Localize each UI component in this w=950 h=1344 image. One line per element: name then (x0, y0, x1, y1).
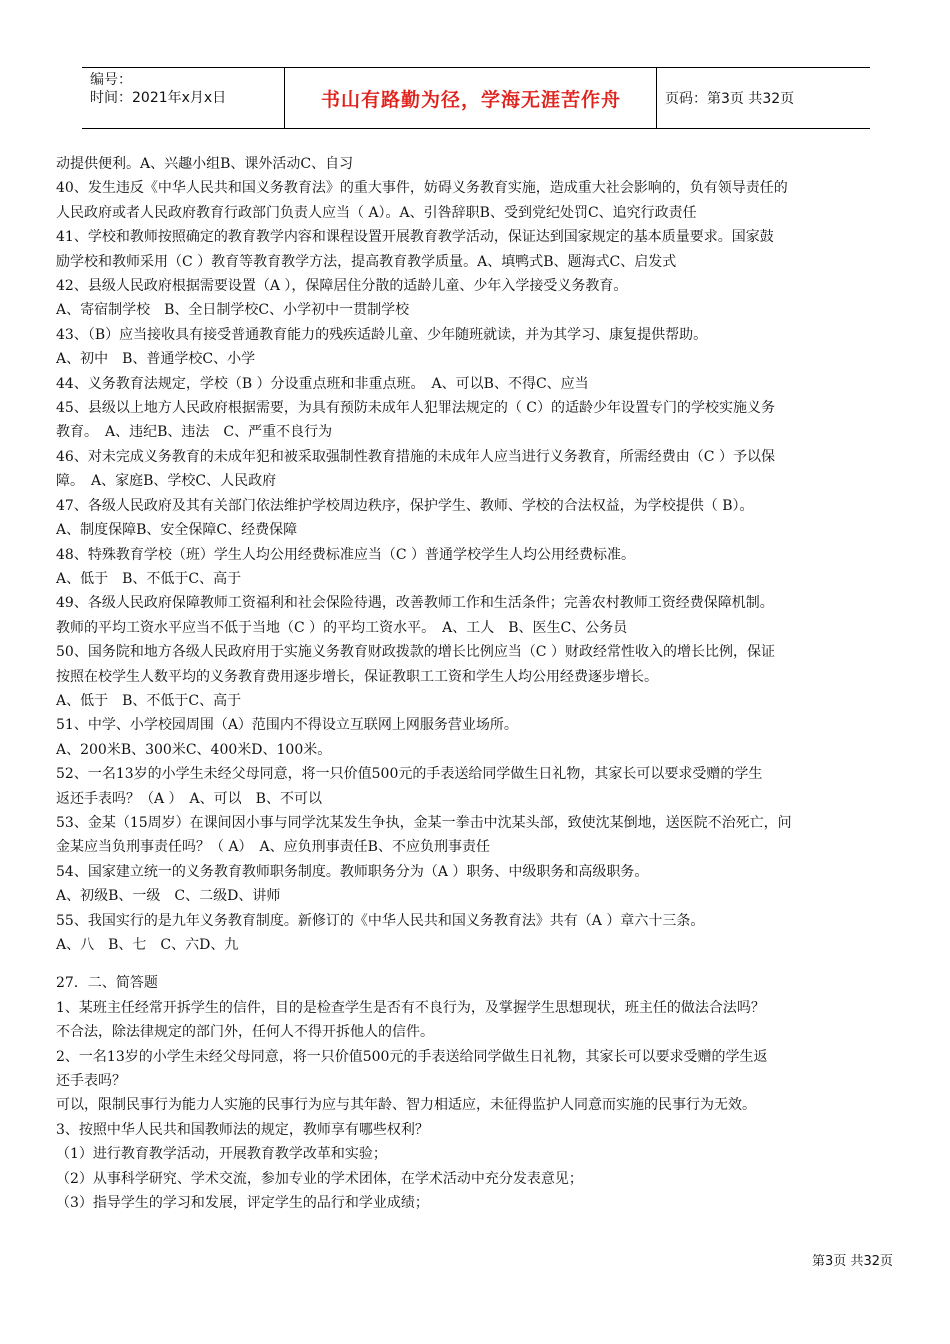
text-line: 48、特殊教育学校（班）学生人均公用经费标准应当（C ）普通学校学生人均公用经费标准。 (56, 546, 635, 563)
text-line: 49、各级人民政府保障教师工资福利和社会保险待遇，改善教师工作和生活条件；完善农村教师工资经费保障机制。 (56, 595, 774, 612)
page-header (82, 67, 870, 129)
text-line: A、八 B、七 C、六D、九 (56, 937, 239, 953)
header-divider-right (656, 67, 657, 129)
text-line: 46、对未完成义务教育的未成年犯和被采取强制性教育措施的未成年人应当进行义务教育，所需经费由（C ）予以保 (56, 448, 775, 465)
text-line: 1、某班主任经常开拆学生的信件，目的是检查学生是否有不良行为，及掌握学生思想现状，班主任的做法合法吗？ (56, 999, 765, 1016)
text-line: 教师的平均工资水平应当不低于当地（C ）的平均工资水平。 A、工人 B、医生C、公务员 (56, 619, 628, 636)
question-list (56, 152, 896, 957)
text-line: 3、按照中华人民共和国教师法的规定，教师享有哪些权利？ (56, 1121, 429, 1138)
text-line: 2、一名13岁的小学生未经父母同意，将一只价值500元的手表送给同学做生日礼物，其家长可以要求受赠的学生返 (56, 1048, 768, 1065)
text-line: 47、各级人民政府及其有关部门依法维护学校周边秩序，保护学生、教师、学校的合法权益，为学校提供（ B）。 (56, 497, 754, 514)
text-line: 可以，限制民事行为能力人实施的民事行为应与其年龄、智力相适应，未征得监护人同意而实施的民事行为无效。 (56, 1097, 756, 1114)
text-line: 人民政府或者人民政府教育行政部门负责人应当（ A）。A、引咎辞职B、受到党纪处罚C、追究行政责任 (56, 204, 697, 221)
text-line: 44、义务教育法规定，学校（B ）分设重点班和非重点班。 A、可以B、不得C、应当 (56, 375, 589, 392)
text-line: 返还手表吗？（A ） A、可以 B、不可以 (56, 790, 322, 807)
text-line: 43、（B）应当接收具有接受普通教育能力的残疾适龄儿童、少年随班就读，并为其学习、康复提供帮助。 (56, 326, 708, 343)
text-line: 障。 A、家庭B、学校C、人民政府 (56, 473, 277, 490)
text-line: 动提供便利。A、兴趣小组B、课外活动C、自习 (56, 156, 354, 172)
text-line: 金某应当负刑事责任吗？（ A） A、应负刑事责任B、不应负刑事责任 (56, 839, 490, 856)
text-line: 55、我国实行的是九年义务教育制度。新修订的《中华人民共和国义务教育法》共有（A ）章六十三条。 (56, 912, 705, 929)
text-line: （3）指导学生的学习和发展，评定学生的品行和学业成绩； (56, 1195, 429, 1212)
text-line: 还手表吗？ (56, 1073, 126, 1090)
text-line: 52、一名13岁的小学生未经父母同意，将一只价值500元的手表送给同学做生日礼物，其家长可以要求受赠的学生 (56, 766, 763, 783)
text-line: A、200米B、300米C、400米D、100米。 (56, 741, 332, 758)
text-line: A、寄宿制学校 B、全日制学校C、小学初中一贯制学校 (56, 302, 410, 319)
text-line: 不合法，除法律规定的部门外，任何人不得开拆他人的信件。 (56, 1024, 434, 1041)
text-line: 教育。 A、违纪B、违法 C、严重不良行为 (56, 424, 333, 441)
text-line: 45、县级以上地方人民政府根据需要，为具有预防未成年人犯罪法规定的（ C）的适龄少年设置专门的学校实施义务 (56, 400, 775, 417)
text-line: 40、发生违反《中华人民共和国义务教育法》的重大事件，妨碍义务教育实施，造成重大社会影响的，负有领导责任的 (56, 180, 788, 197)
section-heading: 27．二、简答题 (56, 975, 158, 992)
header-motto: 书山有路勤为径，学海无涯苦作舟 (320, 88, 621, 111)
header-page-number: 页码：第3页 共32页 (665, 91, 795, 107)
document-date: 时间：2021年x月x日 (90, 90, 227, 106)
page-footer: 第3页 共32页 (812, 1254, 893, 1269)
text-line: A、低于 B、不低于C、高于 (56, 570, 242, 587)
text-line: 51、中学、小学校园周围（A）范围内不得设立互联网上网服务营业场所。 (56, 717, 518, 734)
document-number-label: 编号： (90, 72, 132, 88)
text-line: 54、国家建立统一的义务教育教师职务制度。教师职务分为（A ）职务、中级职务和高级职务。 (56, 863, 649, 880)
text-line: 50、国务院和地方各级人民政府用于实施义务教育财政拨款的增长比例应当（C ）财政经常性收入的增长比例，保证 (56, 644, 775, 661)
text-line: 励学校和教师采用（C ）教育等教育教学方法，提高教育教学质量。A、填鸭式B、题海式C、启发式 (56, 253, 677, 270)
document-body (56, 152, 896, 1215)
text-line: A、制度保障B、安全保障C、经费保障 (56, 522, 298, 539)
text-line: A、初中 B、普通学校C、小学 (56, 351, 256, 368)
header-meta (90, 71, 285, 107)
text-line: 按照在校学生人数平均的义务教育费用逐步增长，保证教职工工资和学生人均公用经费逐步增长。 (56, 668, 658, 685)
text-line: A、初级B、一级 C、二级D、讲师 (56, 888, 281, 905)
text-line: （2）从事科学研究、学术交流，参加专业的学术团体，在学术活动中充分发表意见； (56, 1170, 583, 1187)
text-line: （1）进行教育教学活动，开展教育教学改革和实验； (56, 1146, 387, 1163)
text-line: 41、学校和教师按照确定的教育教学内容和课程设置开展教育教学活动，保证达到国家规定的基本质量要求。国家鼓 (56, 229, 774, 246)
text-line: 53、金某（15周岁）在课间因小事与同学沈某发生争执，金某一拳击中沈某头部，致使沈某倒地，送医院不治死亡，问 (56, 814, 792, 831)
short-answer-list (56, 996, 896, 1216)
text-line: A、低于 B、不低于C、高于 (56, 692, 242, 709)
text-line: 42、县级人民政府根据需要设置（A ），保障居住分散的适龄儿童、少年入学接受义务教育。 (56, 278, 628, 295)
